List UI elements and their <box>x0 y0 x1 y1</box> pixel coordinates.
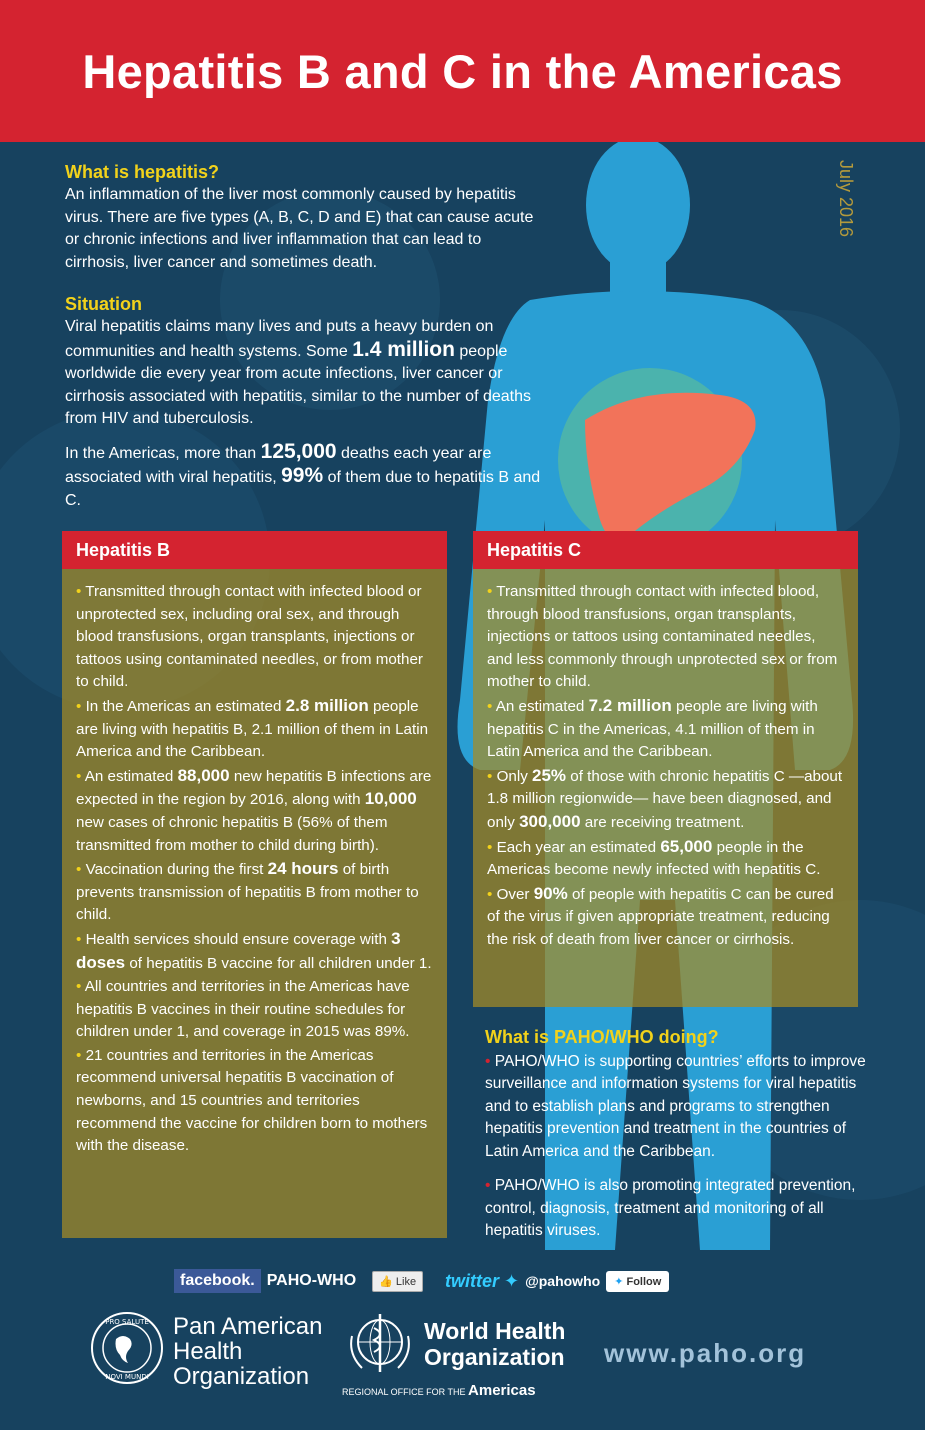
who-wordmark: World Health Organization <box>424 1318 566 1370</box>
facebook-logo[interactable]: facebook. <box>174 1269 261 1293</box>
situation-paragraph-2: In the Americas, more than 125,000 deaths each year are associated with viral hepatitis, 99% of them due to hepatitis B and C. <box>65 439 541 509</box>
facebook-like-button[interactable]: 👍 Like <box>372 1271 423 1292</box>
who-regional-office-label: REGIONAL OFFICE FOR THE Americas <box>342 1382 536 1399</box>
svg-text:PRO SALUTE: PRO SALUTE <box>105 1318 149 1326</box>
list-item: • Over 90% of people with hepatitis C can be cured of the virus if given appropriate treatment, reducing the risk of death from liver cancer or cirrhosis. <box>487 883 834 948</box>
situation-heading: Situation <box>65 294 142 314</box>
list-item: • An estimated 7.2 million people are living with hepatitis C in the Americas, 4.1 million of them in Latin America and the Caribbean. <box>487 695 818 761</box>
page-title: Hepatitis B and C in the Americas <box>82 44 843 98</box>
twitter-bar <box>445 1268 669 1294</box>
stat-99-percent: 99% <box>281 464 324 487</box>
hepatitis-c-panel <box>473 531 858 1007</box>
hepatitis-c-heading: Hepatitis C <box>473 531 858 569</box>
hepatitis-b-heading: Hepatitis B <box>62 531 447 569</box>
header-banner <box>0 0 925 142</box>
publication-date: July 2016 <box>836 160 856 238</box>
twitter-handle[interactable]: @pahowho <box>525 1273 601 1289</box>
paho-seal-icon <box>90 1311 164 1385</box>
list-item: • Transmitted through contact with infected blood, through blood transfusions, organ transplants, injections or tattoos using contaminated needles, and less commonly through unprotected sex or from mother to child. <box>487 583 838 691</box>
list-item: • In the Americas an estimated 2.8 million people are living with hepatitis B, 2.1 million of them in Latin America and the Caribbean. <box>76 695 429 761</box>
stat-1-4-million: 1.4 million <box>352 337 455 361</box>
twitter-bird-icon: ✦ <box>499 1270 520 1291</box>
stat-125000: 125,000 <box>260 439 337 463</box>
what-is-hepatitis-heading: What is hepatitis? <box>65 162 220 182</box>
svg-text:NOVI MUNDI: NOVI MUNDI <box>105 1373 149 1381</box>
situation-paragraph-1: Viral hepatitis claims many lives and puts a heavy burden on communities and health systems. Some 1.4 million people worldwide die every year from acute infections, liver cancer or cirrhosis associated with hepatitis, similar to the number of deaths from HIV and tuberculosis. <box>65 318 531 427</box>
twitter-bird-icon: ✦ <box>614 1275 624 1288</box>
list-item: • PAHO/WHO is also promoting integrated prevention, control, diagnosis, treatment and monitoring of all hepatitis viruses. <box>485 1177 856 1239</box>
paho-who-doing-section <box>485 1026 880 1255</box>
hepatitis-b-panel <box>62 531 447 1238</box>
facebook-page-name[interactable]: PAHO-WHO <box>266 1272 357 1289</box>
list-item: • 21 countries and territories in the Americas recommend universal hepatitis B vaccination of newborns, and 15 countries and territories recommend the vaccine for children born to mothers with the disease. <box>76 1046 428 1155</box>
twitter-logo[interactable]: twitter ✦ <box>445 1270 520 1291</box>
list-item: • PAHO/WHO is supporting countries’ efforts to improve surveillance and information systems for viral hepatitis and to establish plans and programs to strengthen hepatitis prevention and treatment in the countries of Latin America and the Caribbean. <box>485 1052 866 1160</box>
list-item: • Transmitted through contact with infected blood or unprotected sex, including oral sex, and through blood transfusions, organ transplants, injections or tattoos using contaminated needles, or from mother to child. <box>76 583 423 691</box>
list-item: • An estimated 88,000 new hepatitis B infections are expected in the region by 2016, along with 10,000 new cases of chronic hepatitis B (56% of them transmitted from mother to child during birth). <box>76 765 432 854</box>
list-item: • Each year an estimated 65,000 people in the Americas become newly infected with hepatitis C. <box>487 836 821 879</box>
list-item: • All countries and territories in the Americas have hepatitis B vaccines in their routine schedules for children under 1, and coverage in 2015 was 89%. <box>76 978 410 1041</box>
facebook-bar <box>174 1268 423 1294</box>
what-is-hepatitis-text: An inflammation of the liver most commonly caused by hepatitis virus. There are five types (A, B, C, D and E) that can cause acute or chronic infections and liver inflammation that can lead to cirrhosis, liver cancer and sometimes death. <box>65 186 534 271</box>
paho-who-doing-heading: What is PAHO/WHO doing? <box>485 1027 719 1047</box>
intro-section <box>65 160 545 512</box>
website-link[interactable]: www.paho.org <box>604 1338 807 1368</box>
twitter-follow-button[interactable]: ✦ Follow <box>606 1271 669 1292</box>
list-item: • Vaccination during the first 24 hours of birth prevents transmission of hepatitis B from mother to child. <box>76 859 419 924</box>
paho-wordmark: Pan American Health Organization <box>173 1313 323 1390</box>
list-item: • Only 25% of those with chronic hepatitis C —about 1.8 million regionwide— have been diagnosed, and only 300,000 are receiving treatment. <box>487 765 843 831</box>
who-emblem-icon <box>342 1308 418 1380</box>
list-item: • Health services should ensure coverage with 3 doses of hepatitis B vaccine for all children under 1. <box>76 928 432 972</box>
